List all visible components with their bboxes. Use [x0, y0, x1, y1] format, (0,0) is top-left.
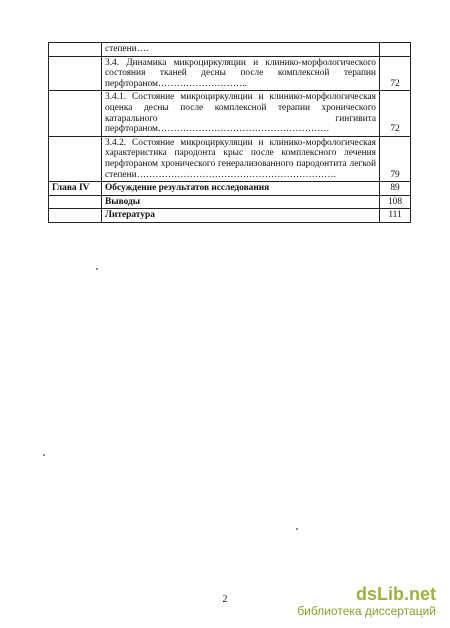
- watermark-subtitle: библиотека диссертаций: [297, 604, 436, 618]
- toc-chapter-cell: [49, 91, 102, 136]
- page-number: 2: [222, 594, 228, 605]
- toc-row: [49, 209, 411, 223]
- toc-chapter-cell: [49, 43, 102, 57]
- table-of-contents: [48, 42, 411, 223]
- toc-page-cell: 72: [380, 56, 411, 91]
- toc-page-cell: 79: [380, 136, 411, 181]
- toc-page-cell: 111: [380, 209, 411, 223]
- toc-row: [49, 56, 411, 91]
- toc-row: [49, 136, 411, 181]
- scan-speck: [296, 528, 298, 530]
- toc-row: [49, 43, 411, 57]
- toc-title-cell: степени….: [102, 43, 380, 57]
- toc-page-cell: 89: [380, 182, 411, 196]
- toc-row: [49, 195, 411, 209]
- watermark-logo: dsLib.net: [356, 584, 436, 604]
- toc-page-cell: 72: [380, 91, 411, 136]
- toc-chapter-cell: Глава IV: [49, 182, 102, 196]
- scan-speck: [96, 268, 98, 270]
- toc-title-cell: 3.4. Динамика микроциркуляции и клинико-морфологического состояния тканей десны после комплексной терапии перфтораном………………………..: [102, 56, 380, 91]
- toc-row: [49, 91, 411, 136]
- toc-chapter-cell: [49, 209, 102, 223]
- toc-title-cell: 3.4.2. Состояние микроциркуляции и клинико-морфологическая характеристика пародонта крыс после комплексного лечения перфтораном хронического генерализованного пародонтита легкой степени……………………………………………………….: [102, 136, 380, 181]
- toc-page-cell: 108: [380, 195, 411, 209]
- toc-title-cell: Литература: [102, 209, 380, 223]
- toc-chapter-cell: [49, 56, 102, 91]
- toc-title-cell: Выводы: [102, 195, 380, 209]
- toc-page-cell: [380, 43, 411, 57]
- watermark: [297, 584, 436, 618]
- toc-chapter-cell: [49, 195, 102, 209]
- toc-row: [49, 182, 411, 196]
- toc-title-cell: Обсуждение результатов исследования: [102, 182, 380, 196]
- toc-title-cell: 3.4.1. Состояние микроциркуляции и клинико-морфологическая оценка десны после комплексной терапии хронического катарального гингивита перфтораном……………………………………………….: [102, 91, 380, 136]
- scan-speck: [43, 454, 45, 456]
- toc-chapter-cell: [49, 136, 102, 181]
